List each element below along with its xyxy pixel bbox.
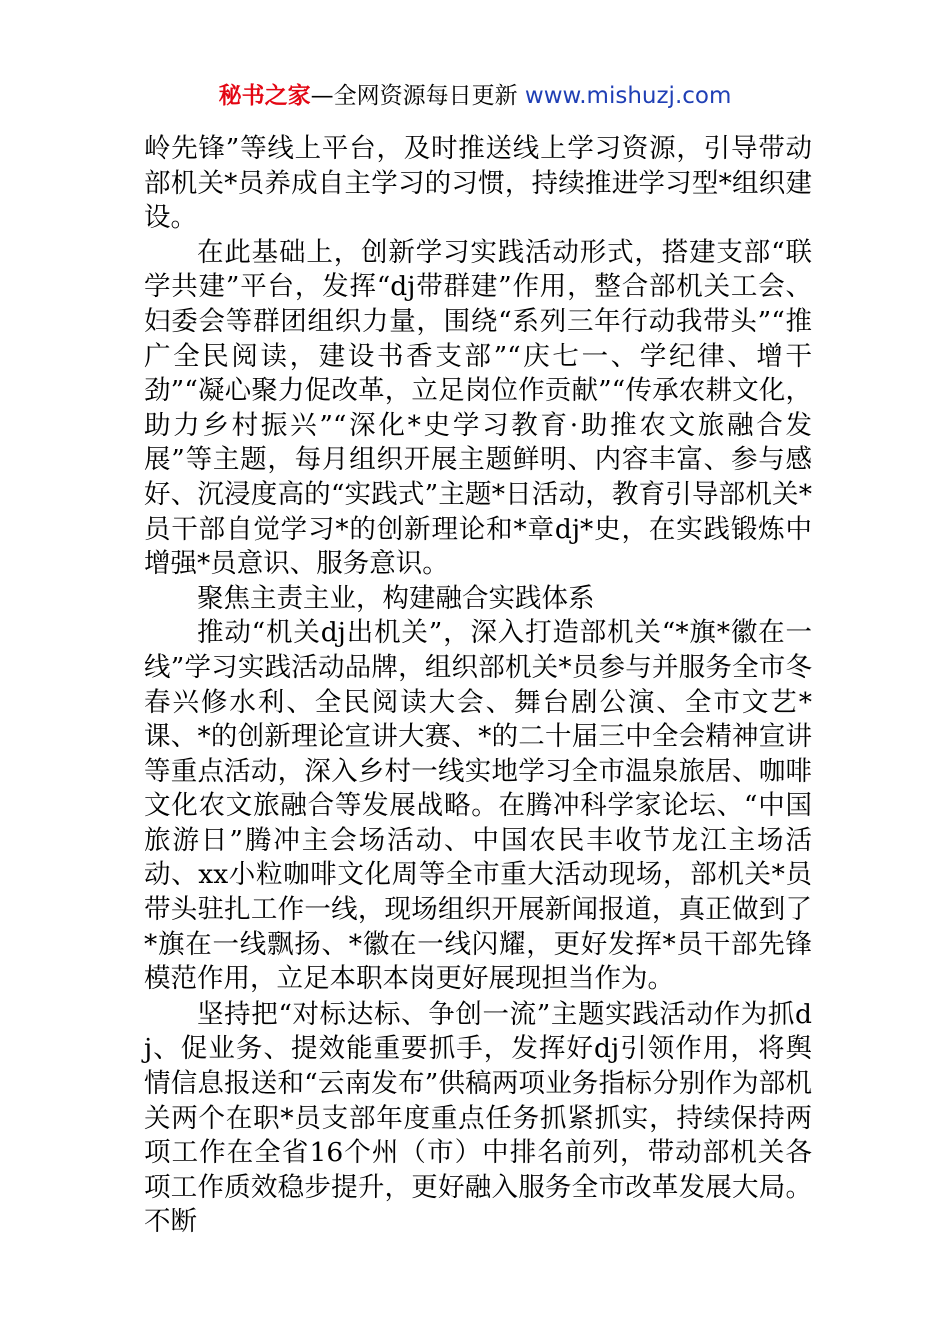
section-heading: 聚焦主责主业，构建融合实践体系 xyxy=(197,582,595,614)
document-body xyxy=(144,132,812,1240)
brand-name: 秘书之家 xyxy=(218,83,311,109)
paragraph-continuation: 岭先锋”等线上平台，及时推送线上学习资源，引导带动部机关*员养成自主学习的习惯，持续推进学习型*组织建设。 xyxy=(144,133,812,234)
site-header xyxy=(0,80,950,112)
site-url-link[interactable]: www.mishuzj.com xyxy=(524,83,732,109)
header-slogan: —全网资源每日更新 xyxy=(310,83,518,109)
paragraph-practice-activities: 在此基础上，创新学习实践活动形式，搭建支部“联学共建”平台，发挥“dj带群建”作用，整合部机关工会、妇委会等群团组织力量，围绕“系列三年行动我带头”“推广全民阅读，建设书香支部”“庆七一、学纪律、增干劲”“凝心聚力促改革，立足岗位作贡献”“传承农耕文化，助力乡村振兴”“深化*史学习教育·助推农文旅融合发展”等主题，每月组织开展主题鲜明、内容丰富、参与感好、沉浸度高的“实践式”主题*日活动，教育引导部机关*员干部自觉学习*的创新理论和*章dj*史，在实践锻炼中增强*员意识、服务意识。 xyxy=(144,236,812,580)
paragraph-benchmarking: 坚持把“对标达标、争创一流”主题实践活动作为抓dj、促业务、提效能重要抓手，发挥好dj引领作用，将舆情信息报送和“云南发布”供稿两项业务指标分别作为部机关两个在职*员支部年度重点任务抓紧抓实，持续保持两项工作在全省16个州（市）中排名前列，带动部机关各项工作质效稳步提升，更好融入服务全市改革发展大局。不断 xyxy=(144,998,812,1238)
paragraph-frontline: 推动“机关dj出机关”，深入打造部机关“*旗*徽在一线”学习实践活动品牌，组织部机关*员参与并服务全市冬春兴修水利、全民阅读大会、舞台剧公演、全市文艺*课、*的创新理论宣讲大赛、*的二十届三中全会精神宣讲等重点活动，深入乡村一线实地学习全市温泉旅居、咖啡文化农文旅融合等发展战略。在腾冲科学家论坛、“中国旅游日”腾冲主会场活动、中国农民丰收节龙江主场活动、xx小粒咖啡文化周等全市重大活动现场，部机关*员带头驻扎工作一线，现场组织开展新闻报道，真正做到了*旗在一线飘扬、*徽在一线闪耀，更好发挥*员干部先锋模范作用，立足本职本岗更好展现担当作为。 xyxy=(144,617,812,995)
